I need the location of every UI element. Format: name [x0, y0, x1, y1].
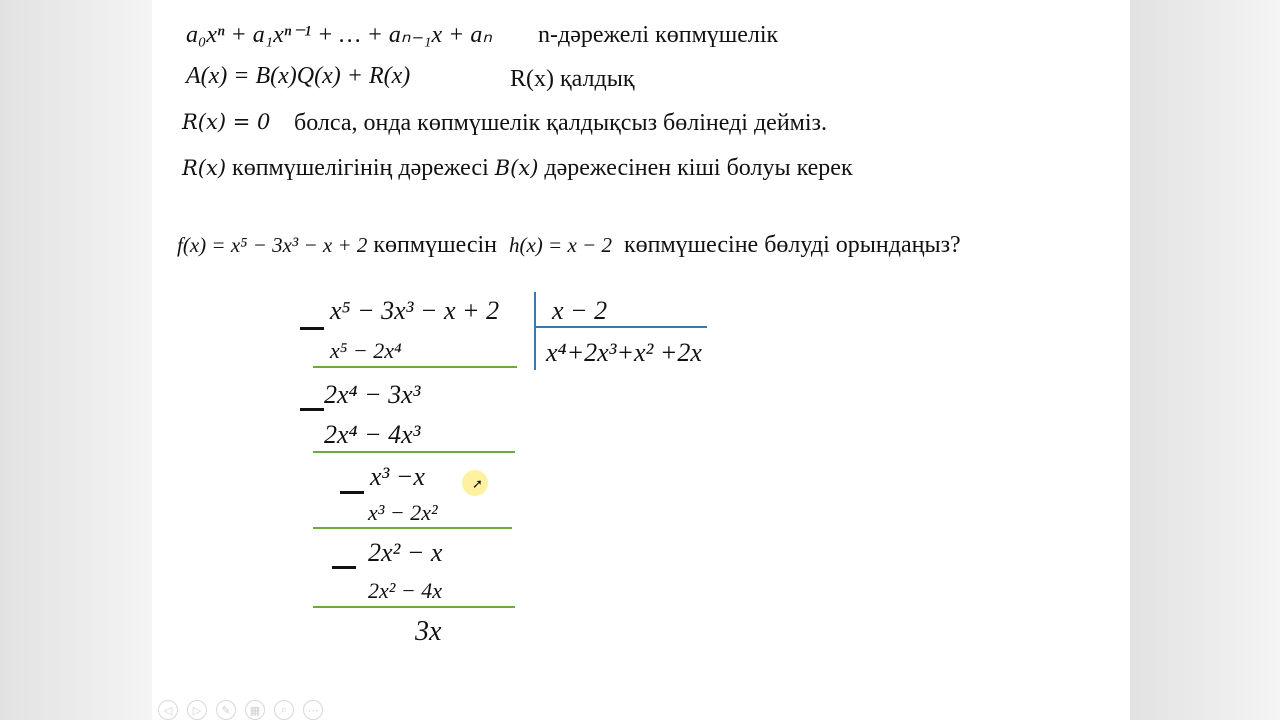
remainder-label: R(x) қалдық — [510, 66, 635, 92]
task-f: f(x) = x⁵ − 3x³ − x + 2 — [177, 233, 368, 257]
remainder: 3x — [415, 616, 442, 647]
divisor: x − 2 — [552, 296, 608, 325]
next-icon[interactable]: ▷ — [187, 700, 207, 720]
cursor-icon: ➚ — [472, 477, 483, 492]
right-backdrop — [1130, 0, 1280, 720]
task-text1: көпмүшесін — [373, 232, 497, 258]
task-h: h(x) = x − 2 — [508, 233, 612, 257]
more-icon[interactable]: ⋯ — [303, 700, 323, 720]
step-6: 2x² − x — [368, 538, 443, 567]
degree-rule — [182, 155, 853, 182]
rule-line — [313, 527, 512, 529]
degree-rule-text2: дəрежесінен кіші болуы керек — [544, 155, 853, 181]
minus-sign — [332, 566, 356, 569]
division-vertical-bar — [534, 292, 536, 370]
task — [177, 232, 961, 259]
general-polynomial: a₀xⁿ + a₁xⁿ⁻¹ + … + aₙ₋₁x + aₙ — [186, 22, 492, 48]
degree-rule-r: R(x) — [182, 156, 227, 180]
step-2: 2x⁴ − 3x³ — [324, 380, 421, 409]
step-5: x³ − 2x² — [368, 500, 438, 525]
zoom-icon[interactable]: ⌕ — [274, 700, 294, 720]
quotient: x⁴+2x³+x² +2x — [546, 338, 702, 367]
rule-line — [313, 606, 515, 608]
general-polynomial-label: n-дəрежелі көпмүшелік — [538, 22, 779, 48]
dividend: x⁵ − 3x³ − x + 2 — [330, 296, 500, 325]
slideshow-controls — [158, 700, 323, 720]
degree-rule-b: B(x) — [494, 156, 539, 180]
slides-icon[interactable]: ▦ — [245, 700, 265, 720]
task-text2: көпмүшесіне бөлуді орындаңыз? — [623, 232, 961, 258]
minus-sign — [300, 327, 324, 330]
division-horizontal-bar — [534, 326, 707, 328]
minus-sign — [300, 408, 324, 411]
pointer-highlight — [462, 470, 488, 496]
rule-line — [313, 366, 517, 368]
pen-icon[interactable]: ✎ — [216, 700, 236, 720]
rule-line — [313, 451, 515, 453]
zero-remainder-text: болса, онда көпмүшелік қалдықсыз бөлінеді дейміз. — [294, 110, 828, 136]
step-1: x⁵ − 2x⁴ — [330, 338, 402, 363]
division-identity: A(x) = B(x)Q(x) + R(x) — [186, 63, 411, 89]
degree-rule-text1: көпмүшелігінің дəрежесі — [232, 155, 489, 181]
step-4: x³ −x — [370, 462, 425, 491]
previous-icon[interactable]: ◁ — [158, 700, 178, 720]
step-7: 2x² − 4x — [368, 578, 442, 603]
minus-sign — [340, 491, 364, 494]
left-backdrop — [0, 0, 152, 720]
zero-remainder-math: R(x) = 0 — [182, 110, 271, 134]
step-3: 2x⁴ − 4x³ — [324, 420, 421, 449]
